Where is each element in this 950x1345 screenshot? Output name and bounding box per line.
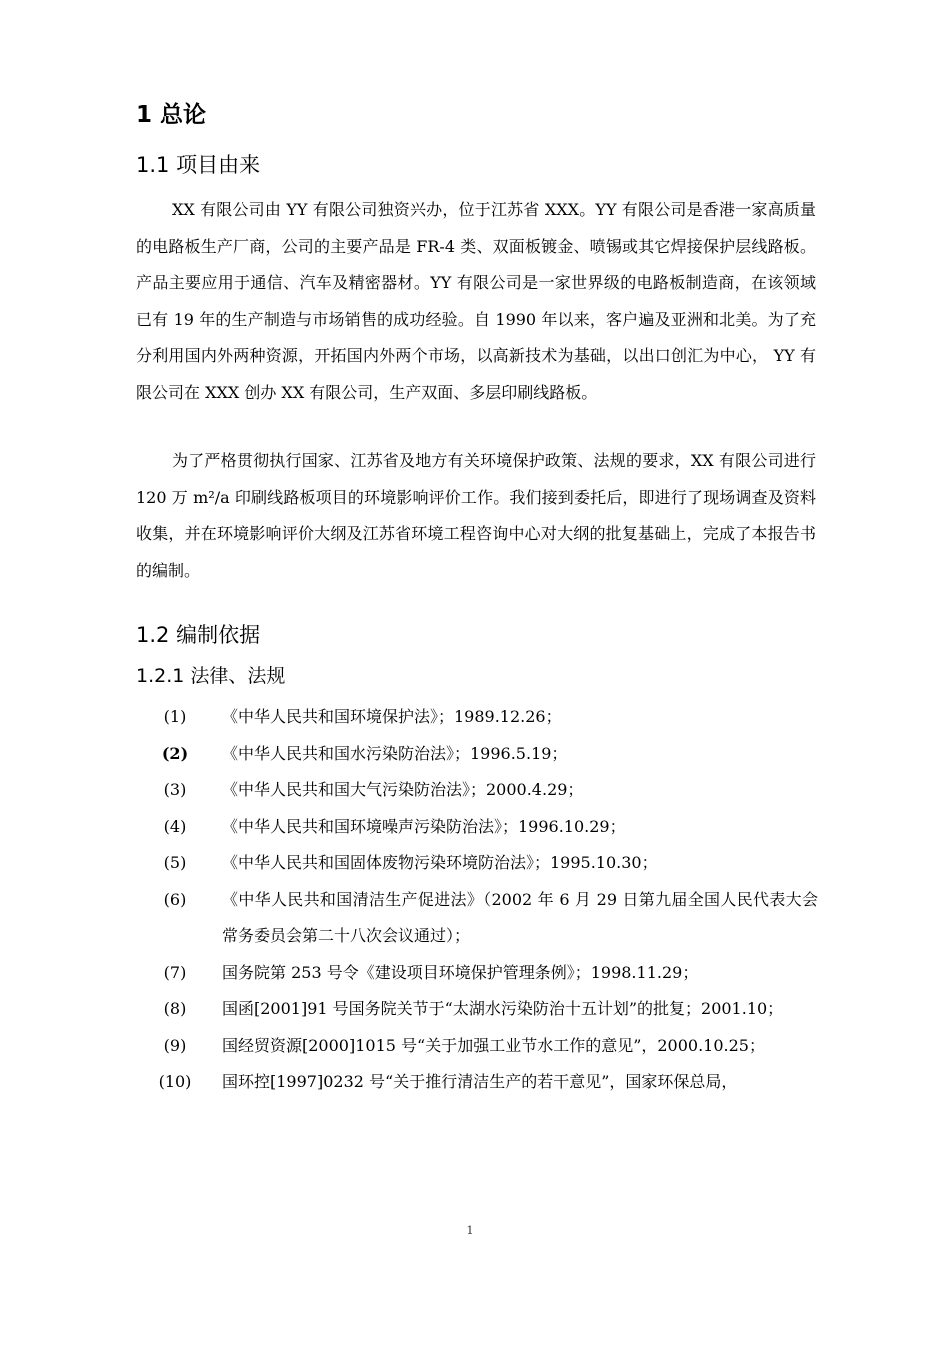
list-item-number: (10) bbox=[158, 1072, 192, 1091]
laws-list bbox=[0, 699, 950, 1101]
list-item-number: (3) bbox=[163, 780, 187, 799]
list-item bbox=[0, 882, 950, 955]
list-item-text: 《中华人民共和国固体废物污染环境防治法》；1995.10.30； bbox=[222, 853, 658, 872]
list-item bbox=[0, 736, 950, 773]
list-item-number: (5) bbox=[163, 853, 187, 872]
list-item-number: (8) bbox=[163, 999, 187, 1018]
list-item bbox=[0, 991, 950, 1028]
section-title-1-1: 1.1 项目由来 bbox=[136, 153, 261, 177]
list-item-text: 《中华人民共和国大气污染防治法》；2000.4.29； bbox=[222, 780, 584, 799]
list-item bbox=[0, 1064, 950, 1101]
list-item-text: 国环控[1997]0232 号“关于推行清洁生产的若干意见”，国家环保总局， bbox=[222, 1072, 738, 1091]
list-item-number: (1) bbox=[163, 707, 187, 726]
list-item-number: (7) bbox=[163, 962, 187, 982]
section-title-1-2-1: 1.2.1 法律、法规 bbox=[136, 665, 286, 687]
list-item bbox=[0, 809, 950, 846]
list-item-text: 国经贸资源[2000]1015 号“关于加强工业节水工作的意见”，2000.10.25； bbox=[222, 1035, 765, 1055]
chapter-title: 1 总论 bbox=[136, 102, 207, 128]
section-title-1-2: 1.2 编制依据 bbox=[136, 623, 261, 647]
list-item bbox=[0, 955, 950, 992]
paragraph-assessment-purpose: 为了严格贯彻执行国家、江苏省及地方有关环境保护政策、法规的要求，XX 有限公司进行 120 万 m²/a 印刷线路板项目的环境影响评价工作。我们接到委托后，即进行了现场调查及资料收集，并在环境影响评价大纲及江苏省环境工程咨询中心对大纲的批复基础上，完成了本报告书的编制。 bbox=[136, 451, 816, 580]
list-item-number: (4) bbox=[163, 816, 187, 836]
list-item-text: 《中华人民共和国环境保护法》；1989.12.26； bbox=[222, 707, 562, 726]
list-item-number: (6) bbox=[163, 889, 187, 909]
list-item-number: (2) bbox=[161, 743, 189, 763]
list-item-text: 国函[2001]91 号国务院关节于“太湖水污染防治十五计划”的批复；2001.10； bbox=[222, 999, 784, 1018]
list-item bbox=[0, 699, 950, 736]
list-item bbox=[0, 1028, 950, 1065]
list-item-text: 《中华人民共和国环境噪声污染防治法》；1996.10.29； bbox=[222, 816, 626, 836]
list-item-number: (9) bbox=[163, 1035, 187, 1055]
list-item bbox=[0, 772, 950, 809]
list-item-text: 《中华人民共和国水污染防治法》；1996.5.19； bbox=[222, 743, 568, 763]
page-number: 1 bbox=[466, 1224, 474, 1237]
paragraph-project-origin: XX 有限公司由 YY 有限公司独资兴办，位于江苏省 XXX。YY 有限公司是香港一家高质量的电路板生产厂商，公司的主要产品是 FR-4 类、双面板镀金、喷锡或其它焊接保护层线路板。产品主要应用于通信、汽车及精密器材。YY 有限公司是一家世界级的电路板制造商，在该领域已有 19 年的生产制造与市场销售的成功经验。自 1990 年以来，客户遍及亚洲和北美。为了充分利用国内外两种资源，开拓国内外两个市场，以高新技术为基础，以出口创汇为中心， YY 有限公司在 XXX 创办 XX 有限公司，生产双面、多层印刷线路板。 bbox=[136, 200, 816, 402]
list-item bbox=[0, 845, 950, 882]
list-item-text: 国务院第 253 号令《建设项目环境保护管理条例》；1998.11.29； bbox=[222, 962, 699, 982]
list-item-text: 《中华人民共和国清洁生产促进法》（2002 年 6 月 29 日第九届全国人民代表大会常务委员会第二十八次会议通过）； bbox=[222, 889, 818, 945]
